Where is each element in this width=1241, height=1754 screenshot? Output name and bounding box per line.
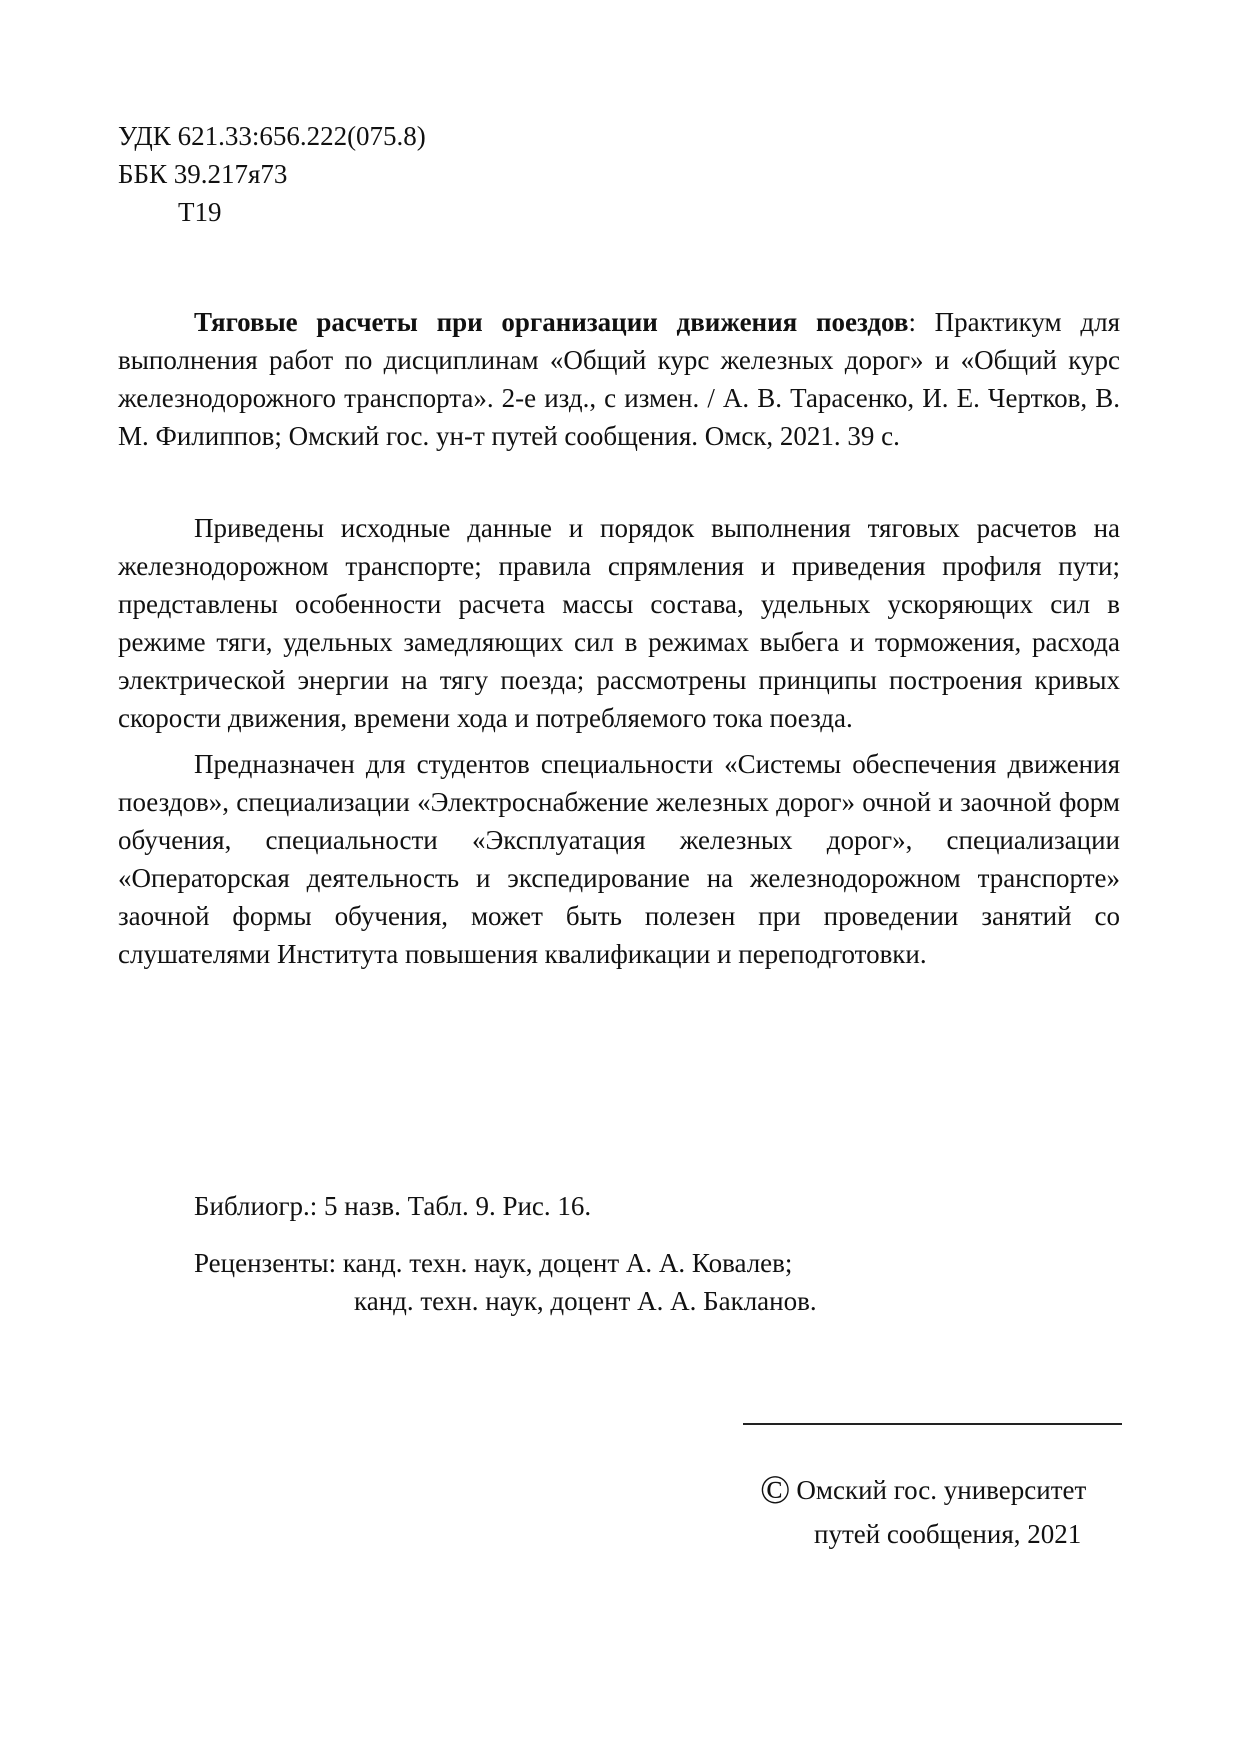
reviewer-2: канд. техн. наук, доцент А. А. Бакланов.	[354, 1286, 817, 1316]
bibliographic-paragraph	[118, 303, 1120, 455]
classification-codes	[118, 117, 426, 231]
abstract-paragraph-content: Приведены исходные данные и порядок выполнения тяговых расчетов на железнодорожном транспорте; правила спрямления и приведения профиля пути; представлены особенности расчета массы состава, удельных ускоряющих сил в режиме тяги, удельных замедляющих сил в режимах выбега и торможения, расхода электрической энергии на тягу поезда; рассмотрены принципы построения кривых скорости движения, времени хода и потребляемого тока поезда.	[118, 513, 1120, 733]
reviewer-row-1	[194, 1244, 817, 1282]
bibliography-stats: Библиогр.: 5 назв. Табл. 9. Рис. 16.	[194, 1191, 592, 1221]
reviewers-label: Рецензенты:	[194, 1248, 343, 1278]
copyright-holder-line-1: Омский гос. университет	[796, 1475, 1087, 1505]
author-mark: Т19	[178, 197, 222, 227]
copyright-holder-line-2: путей сообщения, 2021	[814, 1519, 1082, 1549]
abstract	[118, 509, 1120, 973]
reviewers-block	[194, 1244, 817, 1320]
abstract-paragraph-audience: Предназначен для студентов специальности «Системы обеспечения движения поездов», специализации «Электроснабжение железных дорог» очной и заочной форм обучения, специальности «Эксплуатация железных дорог», специализации «Операторская деятельность и экспедирование на железнодорожном транспорте» заочной формы обучения, может быть полезен при проведении занятий со слушателями Института повышения квалификации и переподготовки.	[118, 749, 1120, 969]
copyright-row-1	[760, 1468, 1140, 1512]
reviewer-1: канд. техн. наук, доцент А. А. Ковалев;	[342, 1248, 793, 1278]
bbk-code: ББК 39.217я73	[118, 159, 288, 189]
copyright-block	[760, 1468, 1140, 1556]
udk-code: УДК 621.33:656.222(075.8)	[118, 121, 426, 151]
bibliographic-details: : Практикум для выполнения работ по дисциплинам «Общий курс железных дорог» и «Общий курс железнодорожного транспорта». 2-е изд., с измен. / А. В. Тарасенко, И. Е. Чертков, В. М. Филиппов; Омский гос. ун-т путей сообщения. Омск, 2021. 39 с.	[118, 307, 1120, 451]
separator-line	[743, 1423, 1122, 1425]
book-title: Тяговые расчеты при организации движения поездов	[194, 307, 909, 337]
copyright-icon: ©	[760, 1467, 791, 1512]
bibliographic-description	[118, 303, 1120, 455]
